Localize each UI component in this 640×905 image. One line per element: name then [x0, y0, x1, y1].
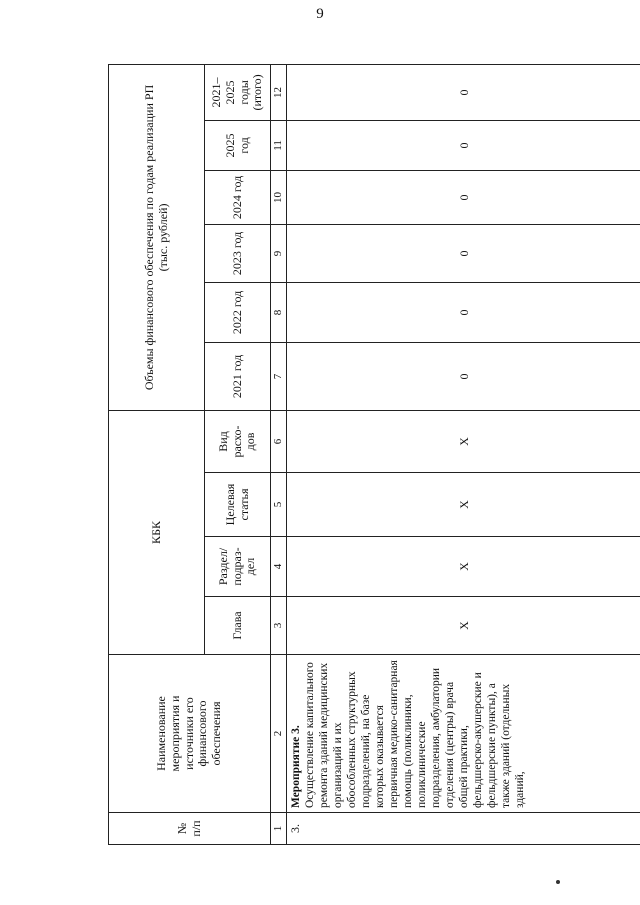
cell-2022: 0 — [287, 282, 640, 342]
header-celevaya: Целевая статья — [205, 473, 271, 537]
measure-title: Мероприятие 3. — [290, 725, 302, 808]
header-2021: 2021 год — [205, 342, 271, 410]
header-glava: Глава — [205, 597, 271, 655]
header-razdel: Раздел/ подраз- дел — [205, 537, 271, 597]
header-name: Наименование мероприятия и источники его финансового обеспечения — [109, 655, 271, 813]
col-number: 12 — [271, 64, 287, 120]
header-financing: Объемы финансового обеспечения по годам реализации РП (тыс. рублей) — [109, 64, 205, 410]
cell-total: 0 — [287, 64, 640, 120]
header-vid: Вид расхо- дов — [205, 410, 271, 472]
header-2024: 2024 год — [205, 170, 271, 224]
row-number: 3. — [287, 813, 640, 845]
col-number: 1 — [271, 813, 287, 845]
col-number: 2 — [271, 655, 287, 813]
cell-2024: 0 — [287, 170, 640, 224]
column-number-row — [271, 64, 287, 844]
measure-text: Осуществление капитального ремонта зданий медицинских организаций и их обособленных структурных подразделений, на базе которых оказывается первичная медико-санитарная помощь (поликлиники, поликлинические подразделения, амбулатории отделения (центры) врача общей практики, фельдшерско-акушерские и фельдшерские пункты), а также зданий (отдельных зданий, — [304, 660, 527, 808]
header-2022: 2022 год — [205, 282, 271, 342]
col-number: 5 — [271, 473, 287, 537]
cell-celevaya: Х — [287, 473, 640, 537]
cell-2023: 0 — [287, 224, 640, 282]
financing-table — [108, 64, 640, 845]
header-kbk: КБК — [109, 410, 205, 654]
measure-description — [287, 655, 640, 813]
col-number: 4 — [271, 537, 287, 597]
scan-speck — [556, 880, 560, 884]
cell-2025: 0 — [287, 120, 640, 170]
header-2023: 2023 год — [205, 224, 271, 282]
col-number: 6 — [271, 410, 287, 472]
cell-glava: Х — [287, 597, 640, 655]
cell-vid: Х — [287, 410, 640, 472]
header-2025: 2025 год — [205, 120, 271, 170]
rotated-table-container — [108, 65, 640, 845]
cell-razdel: Х — [287, 537, 640, 597]
col-number: 11 — [271, 120, 287, 170]
table-row — [287, 64, 640, 844]
col-number: 3 — [271, 597, 287, 655]
col-number: 10 — [271, 170, 287, 224]
col-number: 9 — [271, 224, 287, 282]
header-total: 2021– 2025 годы (итого) — [205, 64, 271, 120]
cell-2021: 0 — [287, 342, 640, 410]
header-num: № п/п — [109, 813, 271, 845]
col-number: 7 — [271, 342, 287, 410]
col-number: 8 — [271, 282, 287, 342]
page-number: 9 — [316, 6, 324, 22]
